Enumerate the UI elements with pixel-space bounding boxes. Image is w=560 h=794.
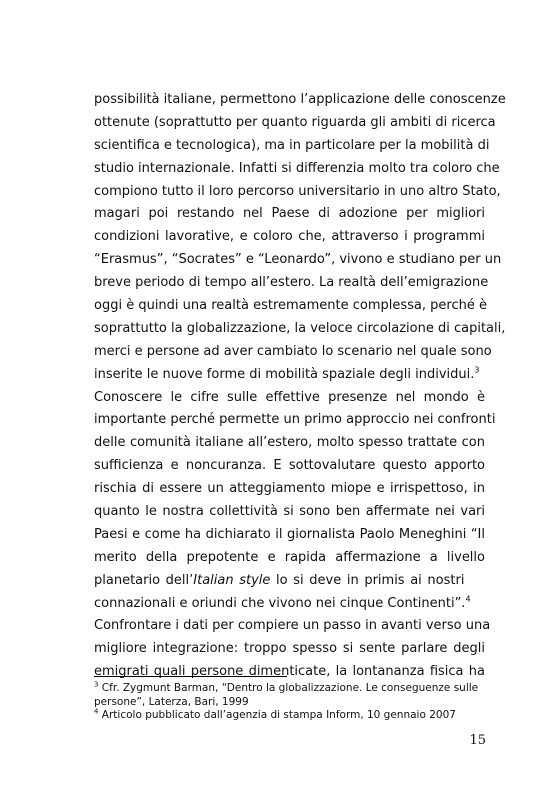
footnote-marker-3: 3 [94, 680, 99, 689]
body-line-text: planetario dell’ [94, 572, 194, 588]
body-line: importante perché permette un primo approccio nei confronti [94, 412, 496, 428]
italic-phrase: Italian style [193, 572, 271, 588]
body-line: emigrati quali persone dimenticate, la lontananza fisica ha [94, 664, 485, 680]
body-line: oggi è quindi una realtà estremamente complessa, perché è [94, 298, 487, 314]
footnote-marker-4: 4 [94, 707, 99, 716]
body-line: migliore integrazione: troppo spesso si sente parlare degli [94, 641, 485, 657]
body-line: studio internazionale. Infatti si differenzia molto tra coloro che [94, 160, 500, 176]
body-line: Conoscere le cifre sulle effettive presenze nel mondo è [94, 389, 485, 405]
footnote-text: Cfr. Zygmunt Barman, “Dentro la globalizzazione. Le conseguenze sulle [98, 682, 479, 694]
footnote-4 [94, 709, 485, 723]
body-line: scientifica e tecnologica), ma in particolare per la mobilità di [94, 137, 490, 153]
body-line-with-footnote [94, 364, 485, 387]
body-line: Paesi e come ha dichiarato il giornalista Paolo Meneghini “Il [94, 526, 485, 542]
body-line: compiono tutto il loro percorso universitario in uno altro Stato, [94, 183, 501, 199]
footnote-separator [94, 676, 287, 677]
body-line: quanto le nostra collettività si sono ben affermate nei vari [94, 504, 485, 520]
body-line: breve periodo di tempo all’estero. La realtà dell’emigrazione [94, 275, 489, 291]
body-line-text: lo si deve in primis ai nostri [270, 572, 465, 588]
footnote-reference-3[interactable]: 3 [474, 365, 480, 375]
body-line: rischia di essere un atteggiamento miope e irrispettoso, in [94, 481, 485, 497]
footnote-text: Articolo pubblicato dall’agenzia di stampa Inform, 10 gennaio 2007 [98, 709, 456, 721]
body-line-with-italic [94, 570, 485, 593]
body-line: possibilità italiane, permettono l’applicazione delle conoscenze [94, 92, 506, 107]
body-line: sufficienza e noncuranza. E sottovalutare questo apporto [94, 458, 485, 474]
body-line-text: inserite le nuove forme di mobilità spaziale degli individui. [94, 366, 475, 382]
footnotes [94, 682, 485, 723]
body-text [94, 89, 506, 684]
body-line: Confrontare i dati per compiere un passo in avanti verso una [94, 618, 491, 634]
body-line-with-footnote [94, 593, 485, 616]
page-number: 15 [469, 733, 486, 748]
body-line: “Erasmus”, “Socrates” e “Leonardo”, vivono e studiano per un [94, 252, 502, 268]
footnote-3 [94, 682, 485, 696]
body-line: ottenute (soprattutto per quanto riguarda gli ambiti di ricerca [94, 114, 496, 130]
body-line-text: connazionali e oriundi che vivono nei cinque Continenti”. [94, 595, 466, 611]
body-line: condizioni lavorative, e coloro che, attraverso i programmi [94, 229, 485, 245]
footnote-reference-4[interactable]: 4 [465, 594, 471, 604]
footnote-3-continued: persone”, Laterza, Bari, 1999 [94, 695, 249, 708]
body-line: magari poi restando nel Paese di adozione per migliori [94, 206, 485, 222]
body-line: soprattutto la globalizzazione, la veloce circolazione di capitali, [94, 320, 506, 336]
body-line: merci e persone ad aver cambiato lo scenario nel quale sono [94, 343, 492, 359]
body-line: delle comunità italiane all’estero, molto spesso trattate con [94, 435, 485, 451]
body-line: merito della prepotente e rapida affermazione a livello [94, 549, 485, 565]
